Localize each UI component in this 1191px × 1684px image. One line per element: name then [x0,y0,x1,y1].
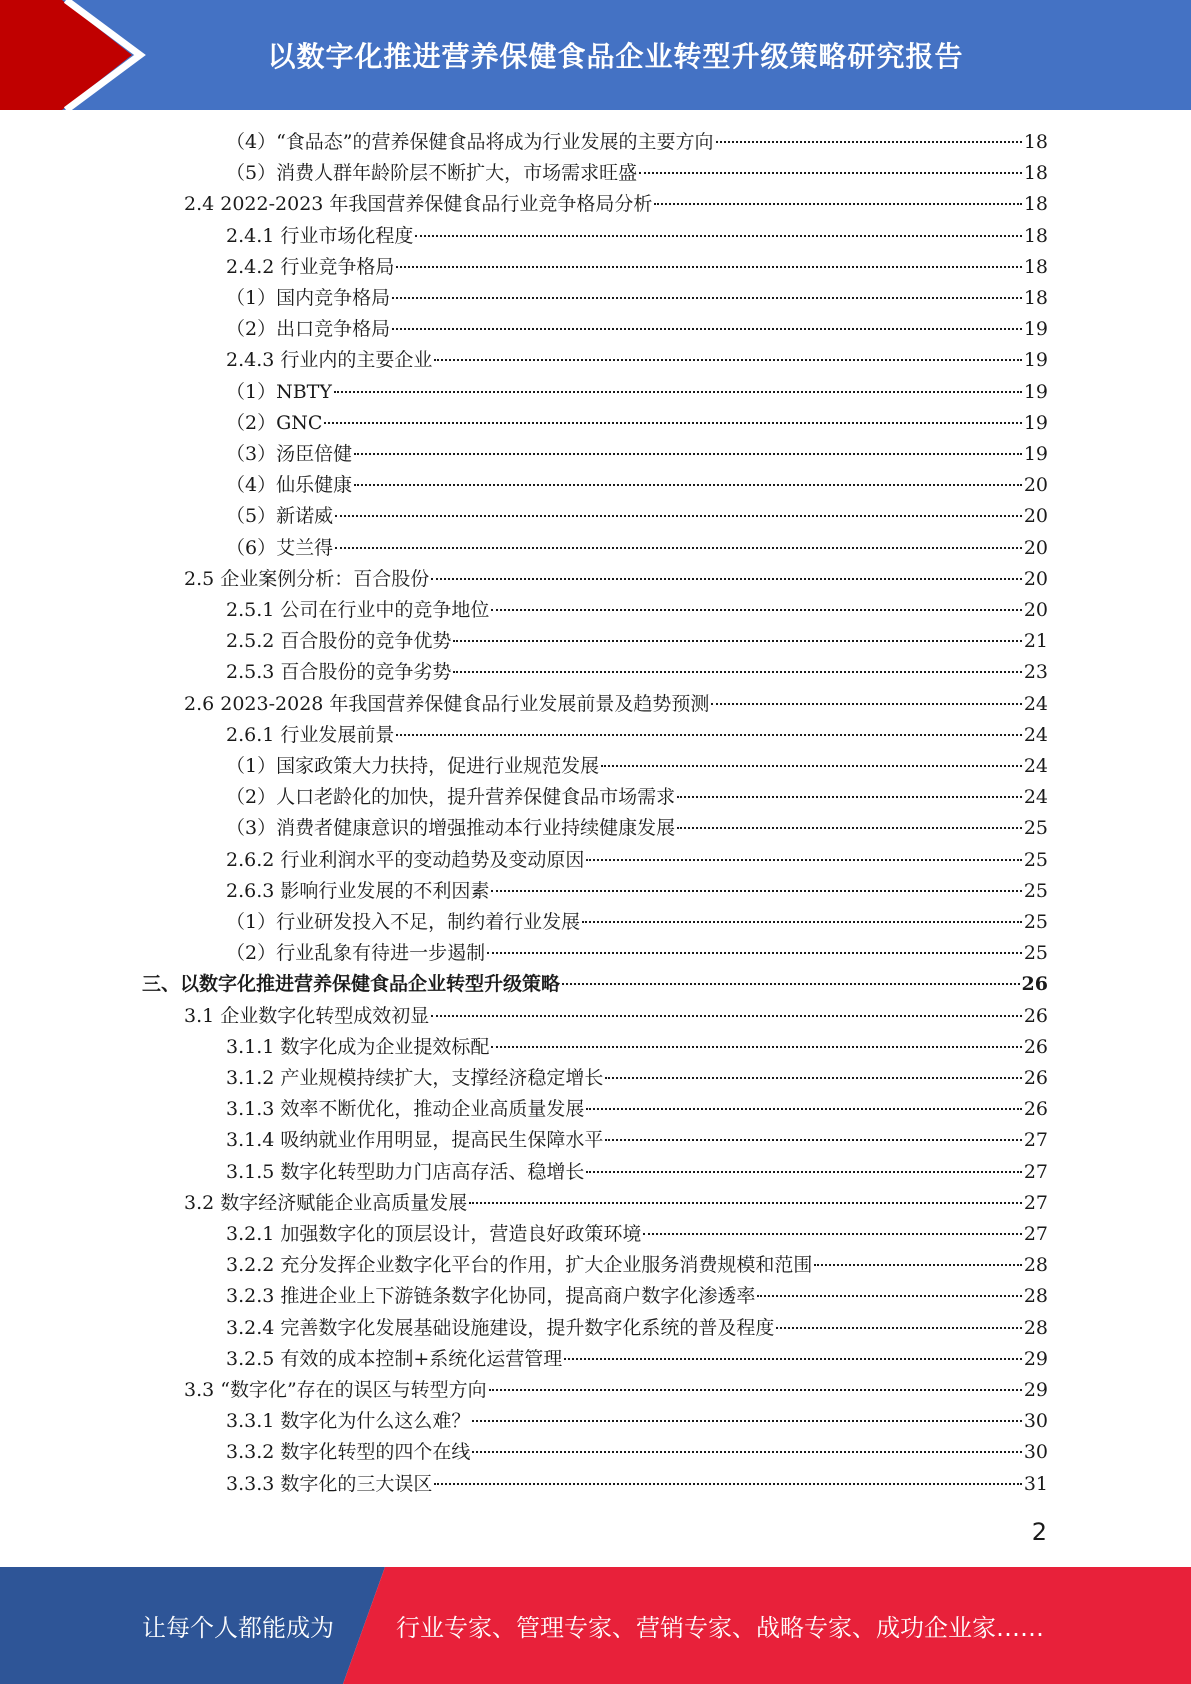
toc-entry-page: 18 [1023,224,1048,247]
toc-entry-page: 30 [1023,1410,1048,1433]
toc-entry[interactable] [226,1282,1048,1310]
toc-dot-leader [335,547,1022,549]
toc-dot-leader [415,235,1021,237]
document-title: 以数字化推进营养保健食品企业转型升级策略研究报告 [267,40,964,73]
toc-entry-label: 3.1.5 数字化转型助力门店高存活、稳增长 [226,1160,585,1183]
toc-entry[interactable] [226,908,1048,936]
toc-entry[interactable] [184,565,1048,593]
toc-entry-label: （1）NBTY [226,380,332,403]
toc-entry-page: 27 [1023,1160,1048,1183]
toc-entry-page: 18 [1023,287,1048,309]
toc-entry[interactable] [226,284,1048,312]
toc-entry-page: 28 [1023,1254,1048,1277]
toc-entry-page: 18 [1023,131,1048,153]
toc-entry[interactable] [226,534,1048,562]
page-number: 2 [1031,1518,1047,1546]
toc-dot-leader [716,141,1022,143]
toc-entry-label: 2.4 2022-2023 年我国营养保健食品行业竞争格局分析 [184,193,653,216]
toc-entry-page: 19 [1023,318,1048,341]
toc-entry[interactable] [226,1438,1048,1466]
toc-dot-leader [586,1108,1021,1110]
toc-dot-leader [324,422,1021,424]
toc-entry-page: 23 [1023,661,1048,684]
toc-entry-page: 26 [1023,1004,1048,1027]
toc-dot-leader [431,578,1022,580]
toc-dot-leader [643,1233,1021,1235]
toc-entry-page: 31 [1023,1472,1048,1495]
toc-entry-label: （1）行业研发投入不足，制约着行业发展 [226,911,581,933]
toc-entry-page: 27 [1023,1129,1048,1152]
toc-dot-leader [396,734,1021,736]
toc-entry-page: 29 [1023,1347,1048,1370]
toc-entry-label: 3.2.4 完善数字化发展基础设施建设，提升数字化系统的普及程度 [226,1316,775,1339]
toc-dot-leader [564,1358,1022,1360]
toc-dot-leader [472,1451,1021,1453]
toc-entry-label: 3.2 数字经济赋能企业高质量发展 [184,1191,468,1214]
toc-entry-page: 19 [1023,380,1048,403]
toc-entry-label: 2.5 企业案例分析：百合股份 [184,567,430,590]
toc-entry[interactable] [226,128,1048,156]
toc-entry[interactable] [226,1064,1048,1092]
toc-entry[interactable] [226,1126,1048,1154]
toc-dot-leader [335,515,1022,517]
toc-entry-page: 26 [1023,1067,1048,1089]
toc-entry[interactable] [226,1314,1048,1342]
toc-entry-page: 24 [1023,786,1048,809]
toc-entry-page: 20 [1023,474,1048,497]
toc-entry-page: 19 [1023,411,1048,434]
toc-dot-leader [354,484,1022,486]
toc-dot-leader [586,1171,1021,1173]
toc-dot-leader [491,609,1021,611]
toc-entry-label: 3.3.3 数字化的三大误区 [226,1472,433,1495]
toc-entry-page: 25 [1023,848,1048,871]
toc-entry[interactable] [226,346,1048,374]
toc-dot-leader [489,1389,1022,1391]
toc-entry-label: 2.4.1 行业市场化程度 [226,224,414,247]
toc-dot-leader [605,1077,1021,1079]
toc-entry[interactable] [226,378,1048,406]
toc-dot-leader [491,890,1021,892]
toc-entry-page: 21 [1023,630,1048,653]
toc-dot-leader [757,1295,1021,1297]
toc-entry-label: 2.5.3 百合股份的竞争劣势 [226,661,452,684]
toc-entry[interactable] [226,502,1048,530]
toc-entry-label: （4）“食品态”的营养保健食品将成为行业发展的主要方向 [226,131,714,153]
toc-entry-page: 25 [1023,817,1048,840]
toc-dot-leader [469,1202,1022,1204]
toc-dot-leader [711,703,1021,705]
toc-dot-leader [431,1015,1022,1017]
toc-dot-leader [814,1264,1021,1266]
toc-entry-page: 19 [1023,443,1048,465]
toc-entry-page: 20 [1023,599,1048,621]
toc-entry[interactable] [226,253,1048,281]
toc-entry-label: 2.5.2 百合股份的竞争优势 [226,630,452,653]
toc-entry-page: 18 [1023,193,1048,216]
toc-entry[interactable] [226,1158,1048,1186]
toc-entry[interactable] [226,315,1048,343]
toc-entry[interactable] [226,877,1048,905]
toc-dot-leader [434,1483,1021,1485]
toc-entry-label: （1）国家政策大力扶持，促进行业规范发展 [226,755,600,777]
page-footer [0,1567,1191,1684]
toc-entry-page: 26 [1023,1035,1048,1058]
toc-dot-leader [677,796,1022,798]
footer-slogan-right: 行业专家、管理专家、营销专家、战略专家、成功企业家…… [396,1614,1044,1642]
toc-entry-page: 18 [1023,162,1048,185]
toc-entry-page: 25 [1023,879,1048,902]
toc-entry-label: 3.2.3 推进企业上下游链条数字化协同，提高商户数字化渗透率 [226,1285,756,1308]
toc-entry[interactable] [226,939,1048,967]
toc-entry[interactable] [226,783,1048,811]
toc-entry-page: 24 [1023,692,1048,715]
toc-entry[interactable] [226,1033,1048,1061]
toc-dot-leader [491,1046,1021,1048]
toc-dot-leader [605,1139,1021,1141]
toc-entry[interactable] [226,721,1048,749]
toc-entry-page: 24 [1023,723,1048,746]
toc-entry-label: （2）人口老龄化的加快，提升营养保健食品市场需求 [226,786,676,809]
toc-entry-label: 2.6.3 影响行业发展的不利因素 [226,879,490,902]
toc-dot-leader [453,640,1021,642]
toc-entry-label: 3.2.5 有效的成本控制+系统化运营管理 [226,1347,563,1370]
toc-entry-label: （5）新诺威 [226,505,334,528]
toc-dot-leader [396,266,1021,268]
toc-entry-label: 2.4.2 行业竞争格局 [226,255,395,278]
toc-entry-label: （5）消费人群年龄阶层不断扩大，市场需求旺盛 [226,162,638,185]
toc-dot-leader [392,328,1022,330]
toc-entry-label: 3.2.2 充分发挥企业数字化平台的作用，扩大企业服务消费规模和范围 [226,1254,813,1277]
toc-dot-leader [472,1420,1021,1422]
toc-entry-label: 2.5.1 公司在行业中的竞争地位 [226,599,490,621]
toc-entry-label: 2.4.3 行业内的主要企业 [226,349,433,372]
toc-dot-leader [601,765,1022,767]
toc-entry[interactable] [226,1220,1048,1248]
toc-dot-leader [677,827,1022,829]
toc-entry-label: 2.6.2 行业利润水平的变动趋势及变动原因 [226,848,585,871]
toc-dot-leader [354,453,1022,455]
toc-entry[interactable] [226,658,1048,686]
toc-entry[interactable] [142,970,1048,998]
toc-entry-page: 25 [1023,942,1048,965]
toc-entry-label: 3.1.2 产业规模持续扩大，支撑经济稳定增长 [226,1067,604,1089]
footer-slogan-left: 让每个人都能成为 [142,1614,334,1642]
toc-dot-leader [654,203,1021,205]
toc-entry-page: 26 [1023,1098,1048,1121]
toc-entry-page: 19 [1023,349,1048,372]
toc-entry-label: 3.1.4 吸纳就业作用明显，提高民生保障水平 [226,1129,604,1152]
toc-entry[interactable] [226,440,1048,468]
toc-entry-label: （2）出口竞争格局 [226,318,391,341]
toc-entry-label: （2）GNC [226,411,323,434]
toc-entry-label: （2）行业乱象有待进一步遏制 [226,942,486,965]
toc-entry[interactable] [226,627,1048,655]
toc-entry[interactable] [226,1470,1048,1498]
toc-dot-leader [434,359,1021,361]
toc-entry[interactable] [184,1002,1048,1030]
toc-entry[interactable] [184,690,1048,718]
toc-entry[interactable] [184,1189,1048,1217]
toc-entry-label: 3.2.1 加强数字化的顶层设计，营造良好政策环境 [226,1223,642,1245]
toc-entry-page: 27 [1023,1223,1048,1245]
toc-dot-leader [776,1327,1021,1329]
toc-dot-leader [334,391,1022,393]
toc-entry-label: （4）仙乐健康 [226,474,353,497]
toc-entry-label: 3.1 企业数字化转型成效初显 [184,1004,430,1027]
toc-entry-page: 18 [1023,255,1048,278]
toc-entry[interactable] [226,596,1048,624]
toc-entry-label: 3.3 “数字化”存在的误区与转型方向 [184,1379,487,1401]
toc-entry-label: 3.3.1 数字化为什么这么难？ [226,1410,471,1433]
toc-entry-page: 24 [1023,755,1048,777]
toc-entry[interactable] [184,190,1048,218]
toc-entry[interactable] [226,1251,1048,1279]
toc-entry-label: 3.1.3 效率不断优化，推动企业高质量发展 [226,1098,585,1121]
toc-entry-page: 30 [1023,1441,1048,1464]
toc-entry-label: （1）国内竞争格局 [226,287,391,309]
toc-dot-leader [582,921,1022,923]
toc-dot-leader [392,297,1022,299]
toc-dot-leader [586,859,1021,861]
toc-entry-label: （3）汤臣倍健 [226,443,353,465]
toc-entry[interactable] [226,222,1048,250]
toc-dot-leader [487,952,1022,954]
toc-entry[interactable] [226,1407,1048,1435]
page-header [0,0,1191,110]
toc-entry[interactable] [226,846,1048,874]
toc-entry-label: （3）消费者健康意识的增强推动本行业持续健康发展 [226,817,676,840]
toc-entry-label: 2.6.1 行业发展前景 [226,723,395,746]
toc-entry-page: 28 [1023,1316,1048,1339]
toc-entry-label: （6）艾兰得 [226,536,334,559]
toc-entry[interactable] [184,1376,1048,1404]
toc-dot-leader [562,983,1020,985]
toc-dot-leader [453,671,1021,673]
toc-entry-label: 三、以数字化推进营养保健食品企业转型升级策略 [142,973,561,996]
toc-entry-page: 25 [1023,911,1048,933]
toc-entry-page: 26 [1021,973,1048,996]
toc-entry[interactable] [226,159,1048,187]
toc-entry[interactable] [226,1095,1048,1123]
toc-entry[interactable] [226,752,1048,780]
toc-entry[interactable] [226,814,1048,842]
toc-entry-label: 2.6 2023-2028 年我国营养保健食品行业发展前景及趋势预测 [184,692,710,715]
toc-entry-page: 20 [1023,505,1048,528]
toc-entry-label: 3.3.2 数字化转型的四个在线 [226,1441,471,1464]
toc-entry-page: 28 [1023,1285,1048,1308]
toc-entry[interactable] [226,1345,1048,1373]
toc-entry[interactable] [226,471,1048,499]
toc-entry-page: 27 [1023,1191,1048,1214]
toc-entry-page: 29 [1023,1379,1048,1401]
toc-entry-label: 3.1.1 数字化成为企业提效标配 [226,1035,490,1058]
toc-entry[interactable] [226,409,1048,437]
toc-entry-page: 20 [1023,536,1048,559]
toc-dot-leader [639,172,1022,174]
toc-entry-page: 20 [1023,567,1048,590]
